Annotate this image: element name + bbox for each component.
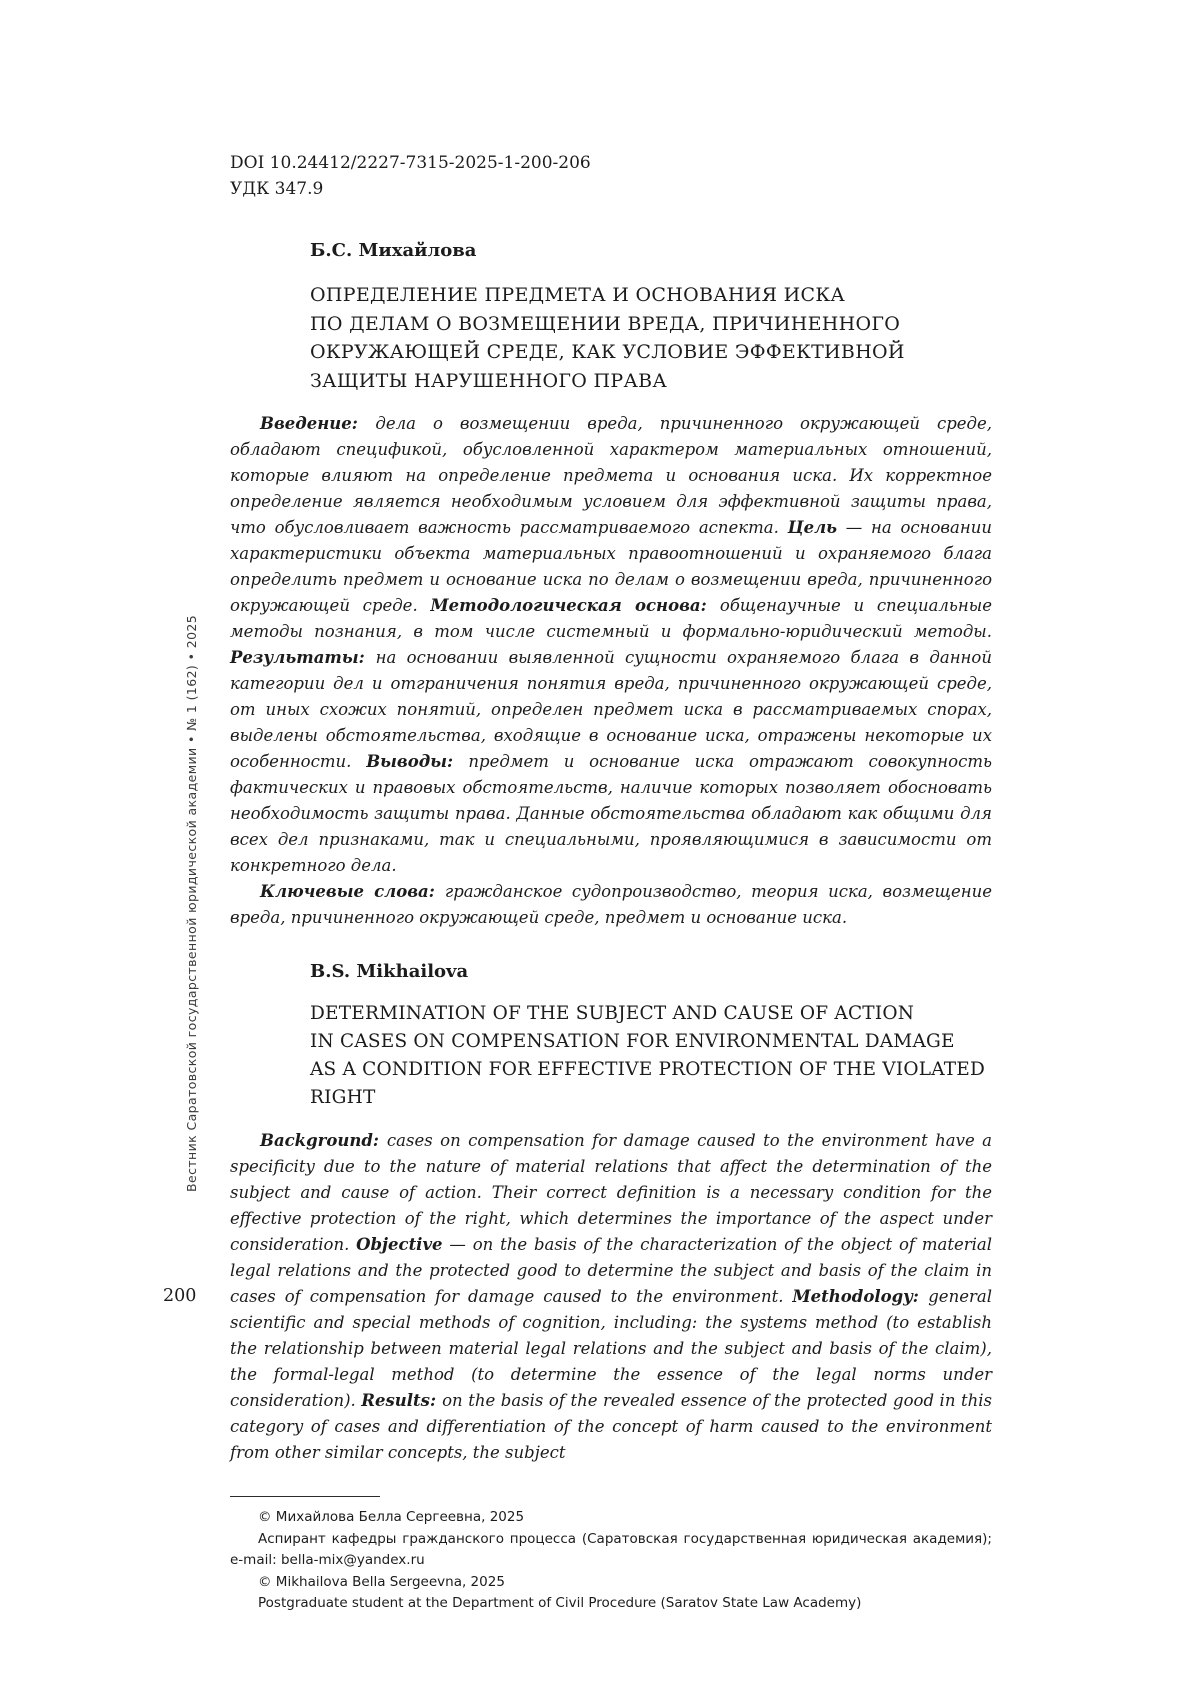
article-title-en: DETERMINATION OF THE SUBJECT AND CAUSE OF ACTION IN CASES ON COMPENSATION FOR ENVIRONMENTAL DAMAGE AS A CONDITION FOR EFFECTIVE PROTECTION OF THE VIOLATED RIGHT — [310, 1003, 986, 1108]
udc-line: УДК 347.9 — [230, 179, 324, 199]
abstract-ru-label-objective: Цель — [787, 518, 838, 537]
abstract-ru-text-objective: — на основании характеристики объекта материальных правоотношений и охраняемого блага определить предмет и основание иска по делам о возмещении вреда, причиненного окружающей среде. — [230, 518, 992, 615]
page-number: 200 — [163, 1286, 197, 1306]
abstract-ru-label-results: Результаты: — [230, 648, 376, 667]
abstract-en-text-background: cases on compensation for damage caused to the environment have a specificity due to the nature of material relations that affect the determination of the subject and cause of action. Their correct definition is a necessary condition for the effective protection of the right, which determines the importance of the aspect under consideration. — [230, 1131, 992, 1254]
abstract-ru-text-introduction: дела о возмещении вреда, причиненного окружающей среде, обладают спецификой, обусловленной характером материальных отношений, которые влияют на определение предмета и основания иска. Их корректное определение является необходимым условием для эффективной защиты права, что обусловливает важность рассматриваемого аспекта. — [230, 414, 993, 537]
footnote-block — [230, 1507, 992, 1615]
footnote-affiliation-en: Postgraduate student at the Department of Civil Procedure (Saratov State Law Academy) — [258, 1595, 862, 1611]
abstract-en-label-results: Results: — [361, 1391, 443, 1410]
abstract-ru-text-results: на основании выявленной сущности охраняемого блага в данной категории дел и отграничения понятия вреда, причиненного окружающей среде, от иных схожих понятий, определен предмет иска в рассматриваемых спорах, выделены обстоятельства, входящие в основание иска, отражены некоторые их особенности. — [230, 648, 992, 771]
russian-section — [230, 240, 992, 931]
abstract-en — [230, 1128, 992, 1466]
abstract-en-text-results: on the basis of the revealed essence of the protected good in this category of cases and differentiation of the concept of harm caused to the environment from other similar concepts, the subject — [230, 1391, 993, 1462]
english-section — [230, 961, 992, 1466]
journal-spine-text: Вестник Саратовской государственной юридической академии • № 1 (162) • 2025 — [184, 614, 199, 1192]
abstract-ru — [230, 411, 992, 879]
abstract-ru-label-methodology: Методологическая основа: — [430, 596, 720, 615]
article-content — [230, 150, 992, 1615]
footnote-copyright-en: © Mikhailova Bella Sergeevna, 2025 — [258, 1573, 505, 1590]
author-name-ru: Б.С. Михайлова — [310, 240, 477, 261]
abstract-en-text-methodology: general scientific and special methods of cognition, including: the systems method (to establish the relationship between material legal relations and the subject and basis of the claim), the formal-legal method (to determine the essence of the legal norms under consideration). — [230, 1287, 992, 1410]
abstract-en-label-background: Background: — [260, 1131, 387, 1150]
author-name-en: B.S. Mikhailova — [310, 961, 469, 982]
abstract-en-label-methodology: Methodology: — [792, 1287, 929, 1306]
abstract-ru-label-introduction: Введение: — [260, 414, 376, 433]
abstract-ru-text-methodology: общенаучные и специальные методы познания, в том числе системный и формально-юридический методы. — [230, 596, 992, 641]
doi-line: DOI 10.24412/2227-7315-2025-1-200-206 — [230, 153, 591, 173]
footnote-affiliation-ru: Аспирант кафедры гражданского процесса (Саратовская государственная юридическая академия); e-mail: bella-mix@yandex.ru — [230, 1530, 992, 1568]
footnote-copyright-ru: © Михайлова Белла Сергеевна, 2025 — [258, 1509, 525, 1525]
footnote-divider — [230, 1496, 380, 1497]
keywords-ru-label: Ключевые слова: — [260, 882, 445, 901]
article-title-ru: ОПРЕДЕЛЕНИЕ ПРЕДМЕТА И ОСНОВАНИЯ ИСКА ПО ДЕЛАМ О ВОЗМЕЩЕНИИ ВРЕДА, ПРИЧИНЕННОГО ОКРУЖАЮЩЕЙ СРЕДЕ, КАК УСЛОВИЕ ЭФФЕКТИВНОЙ ЗАЩИТЫ НАРУШЕННОГО ПРАВА — [310, 284, 905, 392]
abstract-en-label-objective: Objective — [356, 1235, 443, 1254]
keywords-ru — [230, 879, 992, 931]
abstract-ru-text-conclusions: предмет и основание иска отражают совокупность фактических и правовых обстоятельств, наличие которых позволяет обосновать необходимость защиты права. Данные обстоятельства обладают как общими для всех дел признаками, так и специальными, проявляющимися в зависимости от конкретного дела. — [230, 752, 992, 875]
keywords-ru-text: гражданское судопроизводство, теория иска, возмещение вреда, причиненного окружающей среде, предмет и основание иска. — [230, 882, 992, 927]
abstract-ru-label-conclusions: Выводы: — [366, 752, 469, 771]
abstract-en-text-objective: — on the basis of the characterization of the object of material legal relations and the protected good to determine the subject and basis of the claim in cases of compensation for damage caused to the environment. — [230, 1235, 992, 1306]
